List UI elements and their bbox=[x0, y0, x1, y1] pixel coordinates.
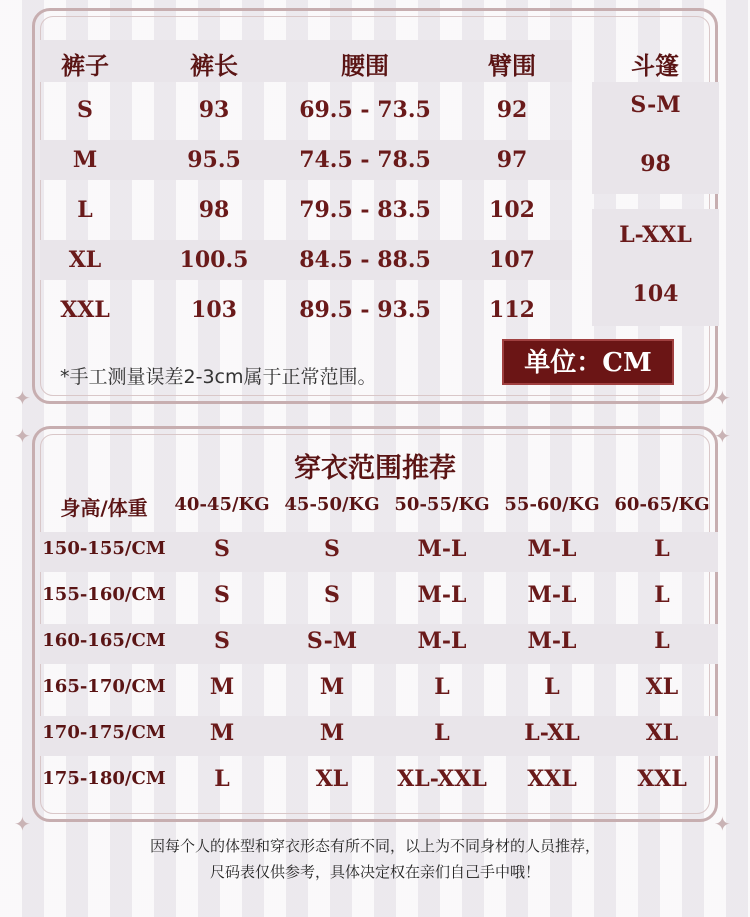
recommend-cell: S bbox=[324, 536, 340, 562]
table-cell: 107 bbox=[489, 247, 535, 273]
table-cell: S bbox=[77, 97, 93, 123]
recommend-cell: S-M bbox=[306, 628, 358, 654]
column-header-waist: 腰围 bbox=[341, 51, 389, 80]
column-header-arm: 臂围 bbox=[488, 51, 536, 80]
table-cell: 100.5 bbox=[179, 247, 249, 273]
weight-header: 60-65/KG bbox=[614, 494, 710, 515]
recommend-cell: M-L bbox=[417, 536, 467, 562]
footer-line-2: 尺码表仅供参考，具体决定权在亲们自己手中哦！ bbox=[209, 863, 540, 881]
table-cell: XL bbox=[68, 247, 102, 273]
measurement-note: *手工测量误差2-3cm属于正常范围。 bbox=[60, 366, 377, 388]
weight-header: 40-45/KG bbox=[174, 494, 270, 515]
recommend-cell: L bbox=[654, 628, 670, 654]
sparkle-ornament-icon: ✦ bbox=[714, 386, 731, 410]
recommend-cell: L bbox=[654, 536, 670, 562]
cloak-size: S-M bbox=[630, 92, 681, 118]
table-cell: 92 bbox=[496, 97, 528, 123]
corner-header: 身高/体重 bbox=[60, 496, 148, 520]
recommend-cell: S bbox=[214, 628, 230, 654]
table-cell: XXL bbox=[60, 297, 110, 323]
recommend-cell: L bbox=[544, 674, 560, 700]
height-label: 160-165/CM bbox=[42, 630, 166, 651]
column-header-pants: 裤子 bbox=[61, 51, 109, 80]
recommend-cell: M-L bbox=[527, 582, 577, 608]
table-cell: 89.5 - 93.5 bbox=[299, 297, 431, 323]
weight-header: 55-60/KG bbox=[504, 494, 600, 515]
recommend-cell: M bbox=[319, 720, 345, 746]
recommend-cell: XL-XXL bbox=[397, 766, 487, 792]
height-label: 170-175/CM bbox=[42, 722, 166, 743]
recommend-cell: XL bbox=[645, 674, 679, 700]
table-cell: 95.5 bbox=[187, 147, 241, 173]
recommend-cell: S bbox=[324, 582, 340, 608]
cloak-value: 98 bbox=[640, 151, 671, 177]
table-cell: 79.5 - 83.5 bbox=[299, 197, 431, 223]
unit-badge: 单位：CM bbox=[502, 339, 674, 385]
table-cell: 112 bbox=[489, 297, 535, 323]
height-label: 175-180/CM bbox=[42, 768, 166, 789]
height-label: 155-160/CM bbox=[42, 584, 166, 605]
recommend-cell: M bbox=[209, 674, 235, 700]
recommend-cell: L bbox=[214, 766, 230, 792]
recommend-cell: L-XL bbox=[524, 720, 580, 746]
table-cell: 93 bbox=[198, 97, 230, 123]
recommend-cell: L bbox=[434, 720, 450, 746]
table-cell: 103 bbox=[191, 297, 237, 323]
height-label: 150-155/CM bbox=[42, 538, 166, 559]
footer-line-1: 因每个人的体型和穿衣形态有所不同，以上为不同身材的人员推荐， bbox=[149, 837, 600, 855]
recommend-cell: XL bbox=[315, 766, 349, 792]
recommend-cell: L bbox=[654, 582, 670, 608]
sparkle-ornament-icon: ✦ bbox=[14, 386, 31, 410]
recommend-cell: M bbox=[209, 720, 235, 746]
recommend-cell: XXL bbox=[637, 766, 687, 792]
cloak-value: 104 bbox=[632, 281, 679, 307]
sparkle-ornament-icon: ✦ bbox=[714, 424, 731, 448]
recommend-cell: M-L bbox=[417, 582, 467, 608]
table-cell: 97 bbox=[496, 147, 528, 173]
table-cell: M bbox=[72, 147, 98, 173]
table-cell: 102 bbox=[489, 197, 535, 223]
recommend-cell: XL bbox=[645, 720, 679, 746]
weight-header: 50-55/KG bbox=[394, 494, 490, 515]
column-header-cloak: 斗篷 bbox=[631, 51, 679, 80]
sparkle-ornament-icon: ✦ bbox=[14, 812, 31, 836]
recommend-title: 穿衣范围推荐 bbox=[294, 453, 456, 484]
recommend-cell: XXL bbox=[527, 766, 577, 792]
table-cell: 69.5 - 73.5 bbox=[299, 97, 431, 123]
table-cell: 98 bbox=[198, 197, 230, 223]
column-header-length: 裤长 bbox=[190, 51, 238, 80]
cloak-size: L-XXL bbox=[619, 222, 692, 248]
recommend-cell: M-L bbox=[527, 628, 577, 654]
recommend-cell: M-L bbox=[417, 628, 467, 654]
recommend-cell: L bbox=[434, 674, 450, 700]
sparkle-ornament-icon: ✦ bbox=[714, 812, 731, 836]
sparkle-ornament-icon: ✦ bbox=[14, 424, 31, 448]
recommend-cell: S bbox=[214, 582, 230, 608]
recommend-cell: M bbox=[319, 674, 345, 700]
weight-header: 45-50/KG bbox=[284, 494, 380, 515]
recommend-cell: M-L bbox=[527, 536, 577, 562]
height-label: 165-170/CM bbox=[42, 676, 166, 697]
table-cell: 84.5 - 88.5 bbox=[299, 247, 431, 273]
table-cell: L bbox=[77, 197, 93, 223]
recommend-cell: S bbox=[214, 536, 230, 562]
table-cell: 74.5 - 78.5 bbox=[299, 147, 431, 173]
